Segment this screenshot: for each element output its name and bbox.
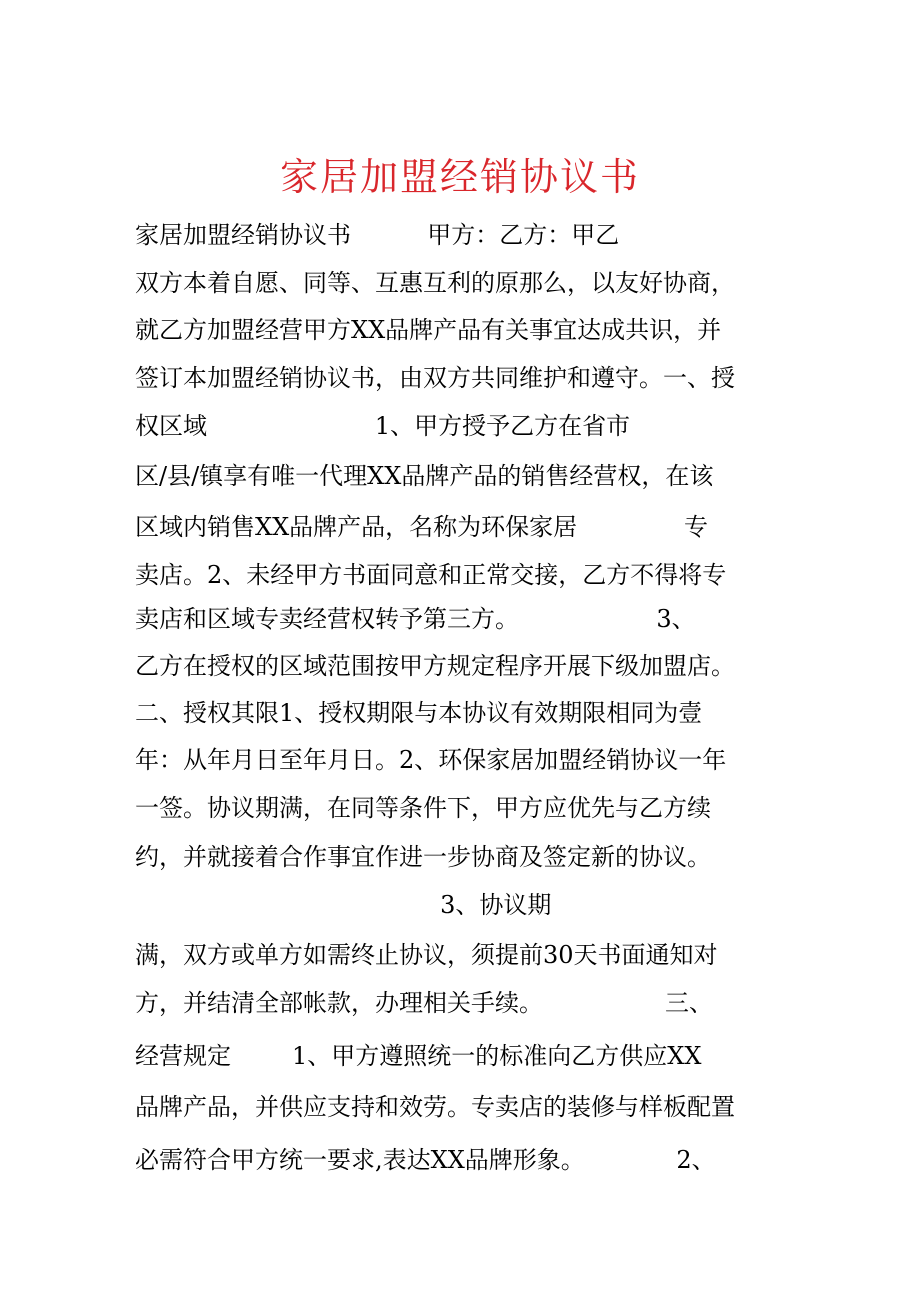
body-line-1: 家居加盟经销协议书 甲方：乙方：甲乙 [135, 221, 620, 249]
body-line-10: 乙方在授权的区域范围按甲方规定程序开展下级加盟店。 [135, 652, 735, 680]
body-line-17: 方，并结清全部帐款，办理相关手续。 三、 [135, 989, 714, 1017]
body-line-3: 就乙方加盟经营甲方XX品牌产品有关事宜达成共识，并 [135, 316, 722, 344]
body-line-20: 必需符合甲方统一要求,表达XX品牌形象。 2、 [135, 1146, 716, 1174]
body-line-14: 约，并就接着合作事宜作进一步协商及签定新的协议。 [135, 843, 711, 871]
body-line-19: 品牌产品，并供应支持和效劳。专卖店的装修与样板配置 [135, 1093, 735, 1121]
body-line-2: 双方本着自愿、同等、互惠互利的原那么，以友好协商， [135, 269, 735, 297]
body-line-5: 权区域 1、甲方授予乙方在省市 [135, 412, 631, 440]
document-title: 家居加盟经销协议书 [279, 155, 640, 199]
body-line-6: 区/县/镇享有唯一代理XX品牌产品的销售经营权，在该 [135, 462, 714, 490]
body-line-8: 卖店。2、未经甲方书面同意和正常交接，乙方不得将专 [135, 561, 727, 589]
body-line-4: 签订本加盟经销协议书，由双方共同维护和遵守。一、授 [135, 364, 735, 392]
body-line-15: 3、协议期 [135, 891, 552, 919]
body-line-12: 年：从年月日至年月日。2、环保家居加盟经销协议一年 [135, 746, 727, 774]
body-line-13: 一签。协议期满，在同等条件下，甲方应优先与乙方续 [135, 794, 711, 822]
body-line-7: 区域内销售XX品牌产品，名称为环保家居 专 [135, 513, 708, 541]
body-line-18: 经营规定 1、甲方遵照统一的标准向乙方供应XX [135, 1042, 702, 1070]
body-line-9: 卖店和区域专卖经营权转予第三方。 3、 [135, 605, 696, 633]
body-line-11: 二、授权其限1、授权期限与本协议有效期限相同为壹 [135, 699, 703, 727]
body-line-16: 满，双方或单方如需终止协议，须提前30天书面通知对 [135, 941, 718, 969]
